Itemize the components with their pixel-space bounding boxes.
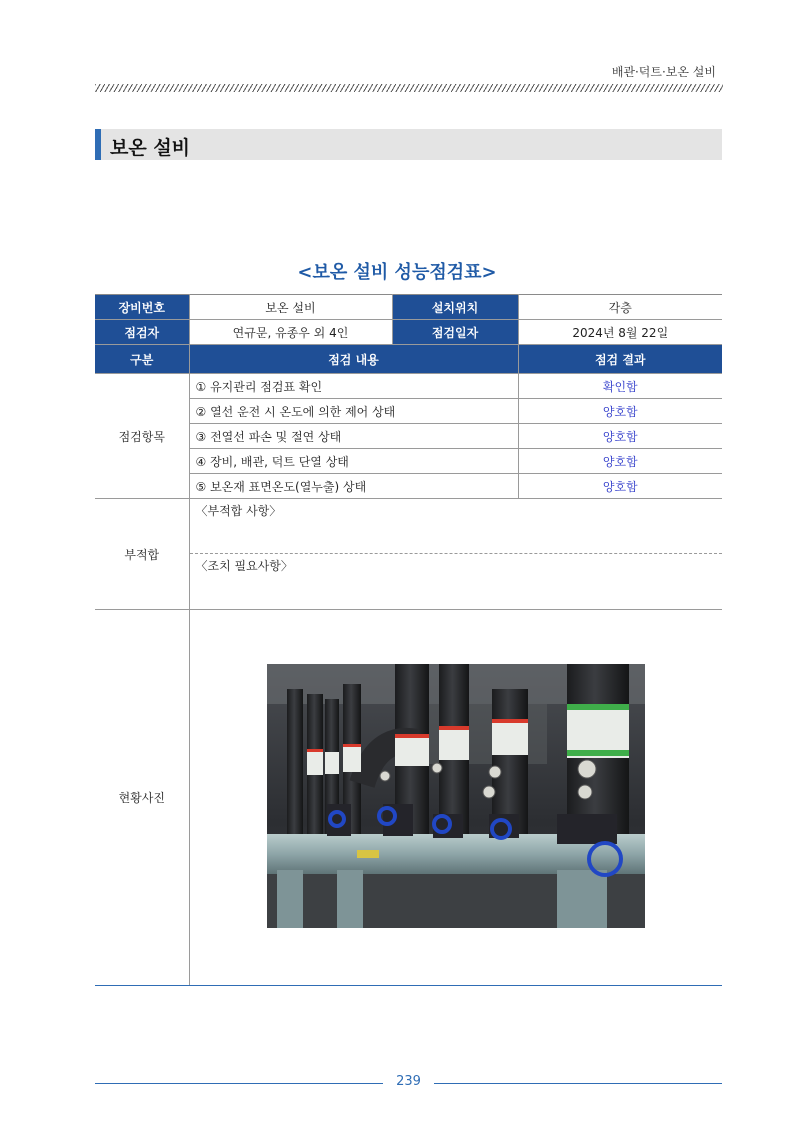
nonconformity-actions-block xyxy=(190,554,723,609)
page-number: 239 xyxy=(396,1074,421,1089)
section-accent-bar xyxy=(95,129,101,160)
inspection-result-4: 양호함 xyxy=(518,449,722,474)
date-label: 점검일자 xyxy=(392,320,518,345)
inspection-result-5: 양호함 xyxy=(518,474,722,499)
date-value: 2024년 8월 22일 xyxy=(518,320,722,345)
location-value: 각층 xyxy=(518,295,722,320)
inspection-item-2: ② 열선 운전 시 온도에 의한 제어 상태 xyxy=(189,399,518,424)
inspector-label: 점검자 xyxy=(95,320,189,345)
inspection-result-1: 확인함 xyxy=(518,374,722,399)
nonconformity-actions-label: 〈조치 필요사항〉 xyxy=(195,559,293,573)
inspection-result-3: 양호함 xyxy=(518,424,722,449)
inspection-table xyxy=(95,294,722,986)
column-content: 점검 내용 xyxy=(189,345,518,374)
location-label: 설치위치 xyxy=(392,295,518,320)
equipment-no-value: 보온 설비 xyxy=(189,295,392,320)
footer-rule-right xyxy=(434,1083,722,1084)
nonconformity-items-label: 〈부적합 사항〉 xyxy=(195,504,282,518)
nonconformity-items-block xyxy=(190,499,723,554)
column-result: 점검 결과 xyxy=(518,345,722,374)
inspection-item-1: ① 유지관리 점검표 확인 xyxy=(189,374,518,399)
inspector-value: 연규문, 유종우 외 4인 xyxy=(189,320,392,345)
photo-cell xyxy=(189,610,722,986)
section-heading xyxy=(95,129,722,160)
inspection-item-5: ⑤ 보온재 표면온도(열누출) 상태 xyxy=(189,474,518,499)
section-title: 보온 설비 xyxy=(110,137,191,159)
nonconformity-cell xyxy=(189,499,722,610)
column-category: 구분 xyxy=(95,345,189,374)
table-title: <보온 설비 성능점검표> xyxy=(297,262,497,283)
running-header: 배관·덕트·보온 설비 xyxy=(611,65,716,79)
equipment-no-label: 장비번호 xyxy=(95,295,189,320)
nonconformity-label: 부적합 xyxy=(95,499,189,610)
photo-label: 현황사진 xyxy=(95,610,189,986)
header-divider xyxy=(95,84,723,92)
footer-rule-left xyxy=(95,1083,383,1084)
site-photo xyxy=(267,664,645,928)
inspection-item-3: ③ 전열선 파손 및 절연 상태 xyxy=(189,424,518,449)
inspection-item-4: ④ 장비, 배관, 덕트 단열 상태 xyxy=(189,449,518,474)
inspection-items-label: 점검항목 xyxy=(95,374,189,499)
inspection-result-2: 양호함 xyxy=(518,399,722,424)
